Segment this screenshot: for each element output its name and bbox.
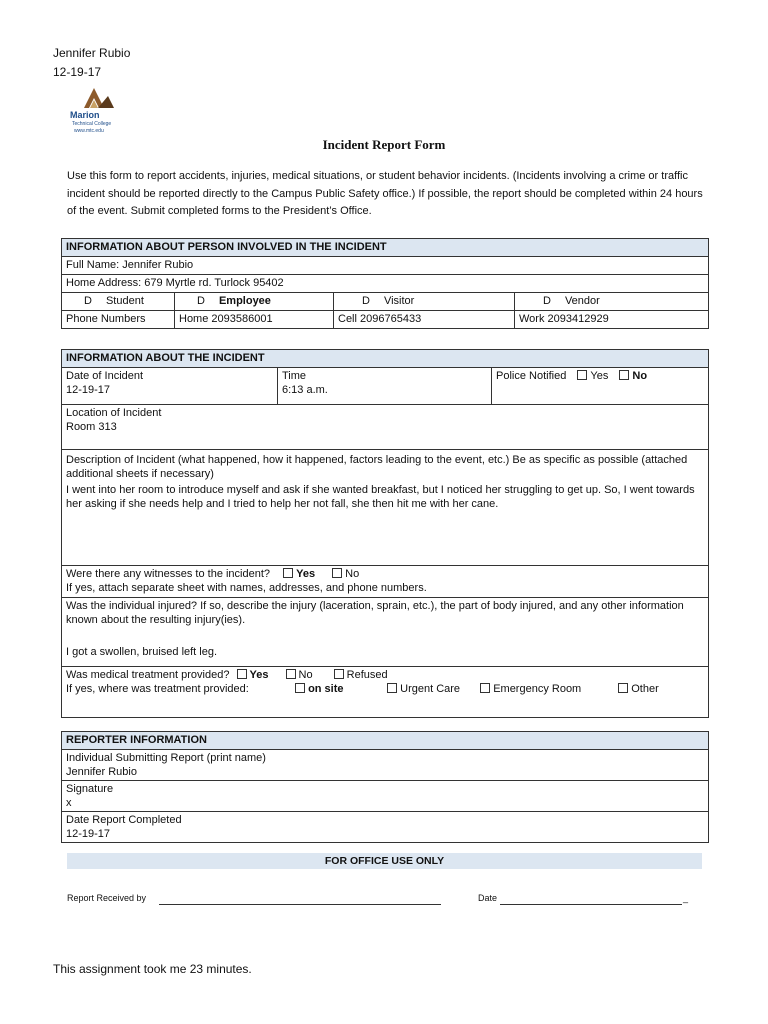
reporter-name-value: Jennifer Rubio [66,766,137,778]
office-use-heading: FOR OFFICE USE ONLY [67,853,702,869]
witness-yes-checkbox[interactable] [283,568,293,578]
other-checkbox[interactable] [618,683,628,693]
logo-subtitle: Technical College [72,121,112,127]
incident-table [61,349,709,718]
office-date-tail: _ [683,893,689,903]
reporter-heading: REPORTER INFORMATION [62,732,709,750]
address-field[interactable]: Home Address: 679 Myrtle rd. Turlock 95402 [62,275,709,293]
report-date-cell[interactable] [62,812,709,843]
reporter-name-label: Individual Submitting Report (print name) [66,752,266,764]
witness-question: Were there any witnesses to the incident? [66,567,271,580]
injury-cell[interactable] [62,597,709,666]
urgent-care-checkbox[interactable] [387,683,397,693]
work-phone-field[interactable]: Work 2093412929 [515,311,709,329]
medical-cell: Was medical treatment provided? Yes No Refused If yes, where was treatment provided: on site Urgent Care Emergency Room Other [62,666,709,717]
received-by-line[interactable] [159,904,441,905]
logo-name: Marion [70,110,100,120]
witness-note: If yes, attach separate sheet with names, addresses, and phone numbers. [66,582,427,594]
form-intro: Use this form to report accidents, injuries, medical situations, or student behavior incidents. (Incidents involving a crime or traffic incident should be reported directly to the Campus Public Safety office.) If possible, the report should be completed within 24 hours of the event. Submit completed forms to the President’s Office. [67,170,703,217]
injury-question: Was the individual injured? If so, describe the injury (laceration, sprain, etc.), the part of body injured, and any other information known about the resulting injury(ies). [66,599,684,626]
incident-date-cell[interactable] [62,367,278,404]
police-notified-label: Police Notified [496,369,567,382]
medical-yes-checkbox[interactable] [237,669,247,679]
office-date-label: Date [478,893,498,903]
signature-value: x [66,797,72,809]
author-date: 12-19-17 [53,65,102,79]
medical-no-checkbox[interactable] [286,669,296,679]
report-date-value: 12-19-17 [66,828,111,840]
incident-date-value: 12-19-17 [66,384,111,396]
description-label: Description of Incident (what happened, how it happened, factors leading to the event, etc.) Be as specific as possible (attached additional sheets if necessary) [66,453,688,480]
person-table [61,238,709,329]
person-heading: INFORMATION ABOUT PERSON INVOLVED IN THE INCIDENT [62,239,709,257]
role-vendor[interactable]: D Vendor [515,293,709,311]
incident-time-value: 6:13 a.m. [282,384,328,396]
emergency-room-checkbox[interactable] [480,683,490,693]
on-site-checkbox[interactable] [295,683,305,693]
full-name-field[interactable]: Full Name: Jennifer Rubio [62,257,709,275]
injury-value: I got a swollen, bruised left leg. [66,645,218,658]
medical-refused-checkbox[interactable] [334,669,344,679]
witness-no-checkbox[interactable] [332,568,342,578]
incident-date-label: Date of Incident [66,369,144,382]
reporter-name-cell[interactable] [62,750,709,781]
role-employee[interactable]: D Employee [175,293,334,311]
incident-heading: INFORMATION ABOUT THE INCIDENT [62,350,709,368]
police-yes-checkbox[interactable] [577,370,587,380]
location-value: Room 313 [66,421,117,433]
author-name: Jennifer Rubio [53,46,131,60]
location-cell[interactable] [62,404,709,449]
cell-phone-field[interactable]: Cell 2096765433 [334,311,515,329]
role-student[interactable]: D Student [62,293,175,311]
role-visitor[interactable]: D Visitor [334,293,515,311]
phone-label: Phone Numbers [62,311,175,329]
where-question: If yes, where was treatment provided: [66,683,249,695]
incident-time-cell[interactable] [278,367,492,404]
logo-url: www.mtc.edu [74,128,104,134]
report-date-label: Date Report Completed [66,814,182,826]
incident-time-label: Time [282,369,307,382]
location-label: Location of Incident [66,406,162,419]
description-cell[interactable] [62,449,709,565]
signature-cell[interactable] [62,781,709,812]
police-notified-cell: Police Notified Yes No [492,367,709,404]
received-by-label: Report Received by [67,893,147,903]
form-title: Incident Report Form [322,137,446,152]
reporter-table [61,731,709,843]
medical-question: Was medical treatment provided? [66,668,230,681]
footer-note: This assignment took me 23 minutes. [53,962,252,976]
witness-cell: Were there any witnesses to the incident? Yes No If yes, attach separate sheet with names, addresses, and phone numbers. [62,565,709,597]
office-date-line[interactable] [500,904,682,905]
police-no-checkbox[interactable] [619,370,629,380]
signature-label: Signature [66,783,114,795]
description-value: I went into her room to introduce myself and ask if she wanted breakfast, but I noticed her struggling to get up. So, I went towards her asking if she needs help and I tried to help her not fall, she then hit me with her cane. [66,483,695,510]
home-phone-field[interactable]: Home 2093586001 [175,311,334,329]
